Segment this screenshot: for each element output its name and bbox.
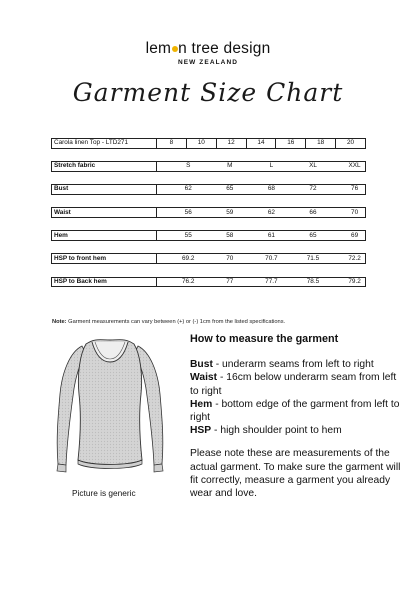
row-label: Stretch fabric (52, 162, 157, 172)
logo-dot-icon (172, 46, 178, 52)
page-title: Garment Size Chart (72, 78, 344, 107)
row-label: Waist (52, 208, 157, 218)
row-value: 78.5 (306, 277, 320, 285)
row-value (323, 255, 344, 263)
size-header: 12 (216, 139, 246, 149)
row-value (157, 185, 178, 193)
measure-guide (190, 333, 405, 500)
row-value: 69.2 (181, 254, 195, 262)
row-value (240, 255, 261, 263)
row-value (282, 162, 303, 170)
size-header: 8 (157, 139, 187, 149)
row-value: 70.7 (265, 254, 278, 262)
row-value: 62 (184, 185, 192, 193)
row-value (157, 255, 178, 263)
row-value (282, 185, 303, 193)
guide-heading: How to measure the garment (190, 333, 339, 345)
table-row (52, 185, 366, 195)
row-value (199, 232, 220, 240)
size-table (51, 138, 366, 287)
size-header: 16 (276, 139, 306, 149)
row-value (323, 209, 344, 217)
row-label: Hem (52, 231, 157, 241)
row-value (240, 209, 261, 217)
row-value (157, 232, 178, 240)
row-values (157, 162, 366, 172)
row-value (323, 185, 344, 193)
note: Note: Garment measurements can vary between (+) or (-) 1cm from the listed specifications. (52, 319, 286, 325)
brand-logo (0, 40, 416, 66)
guide-closing: Please note these are measurements of the actual garment. To make sure the garment will fit correctly, measure a garment you already wear and love. (190, 448, 401, 500)
row-value (282, 255, 303, 263)
row-label: HSP to Back hem (52, 277, 157, 287)
row-value: 71.5 (306, 254, 320, 262)
table-header-row (52, 139, 366, 149)
row-value (323, 232, 344, 240)
product-name: Carola linen Top - LTD271 (52, 139, 157, 149)
row-value (240, 278, 261, 286)
table-row (52, 231, 366, 241)
row-value: 68 (267, 185, 275, 193)
row-value: 65 (309, 231, 317, 239)
row-label: HSP to front hem (52, 254, 157, 264)
row-value (282, 278, 303, 286)
brand-country: NEW ZEALAND (177, 59, 239, 66)
row-value: 61 (267, 231, 275, 239)
row-value (282, 232, 303, 240)
row-value: 77.7 (265, 277, 278, 285)
row-value: 76.2 (181, 277, 195, 285)
row-value: S (186, 162, 191, 170)
row-label: Bust (52, 185, 157, 195)
image-caption: Picture is generic (72, 488, 136, 498)
row-value: M (227, 162, 233, 170)
row-value: 72 (309, 185, 317, 193)
row-values (157, 208, 366, 218)
brand-name: lem n tree design (145, 40, 271, 57)
guide-item: Bust - underarm seams from left to right (190, 359, 374, 371)
row-value: 65 (226, 185, 234, 193)
row-value: 66 (309, 208, 317, 216)
row-value: 77 (226, 277, 234, 285)
row-value (199, 255, 220, 263)
size-header: 18 (306, 139, 336, 149)
table-row (52, 254, 366, 264)
row-value (157, 162, 178, 170)
row-value: 69 (351, 231, 359, 239)
row-values (157, 185, 366, 195)
table-row (52, 277, 366, 287)
guide-item: HSP - high shoulder point to hem (190, 425, 342, 437)
table-row (52, 208, 366, 218)
row-value: 62 (267, 208, 275, 216)
garment-illustration (40, 332, 180, 482)
size-header: 10 (186, 139, 216, 149)
row-value: 72.2 (348, 254, 361, 262)
table-row (52, 162, 366, 172)
row-values (157, 277, 366, 287)
row-values (157, 231, 366, 241)
row-value (240, 185, 261, 193)
row-value (240, 232, 261, 240)
row-value: 58 (226, 231, 234, 239)
size-header: 20 (336, 139, 366, 149)
row-value: XL (309, 162, 317, 170)
guide-item: Waist - 16cm below underarm seam from left to right (190, 372, 397, 397)
row-values (157, 254, 366, 264)
row-value (199, 278, 220, 286)
row-value (199, 185, 220, 193)
row-value (323, 162, 344, 170)
row-value: 79.2 (348, 277, 361, 285)
row-value: 70 (351, 208, 359, 216)
row-value: L (269, 162, 274, 170)
row-value (240, 162, 261, 170)
row-value (282, 209, 303, 217)
row-value (199, 209, 220, 217)
row-value: 70 (226, 254, 234, 262)
row-value: 76 (351, 185, 359, 193)
row-value: 59 (226, 208, 234, 216)
size-header: 14 (246, 139, 276, 149)
row-value: XXL (348, 162, 361, 170)
row-value (157, 278, 178, 286)
guide-item: Hem - bottom edge of the garment from left to right (190, 398, 400, 424)
row-value: 55 (184, 231, 192, 239)
row-value: 56 (184, 208, 192, 216)
row-value (199, 162, 220, 170)
row-value (323, 278, 344, 286)
row-value (157, 209, 178, 217)
